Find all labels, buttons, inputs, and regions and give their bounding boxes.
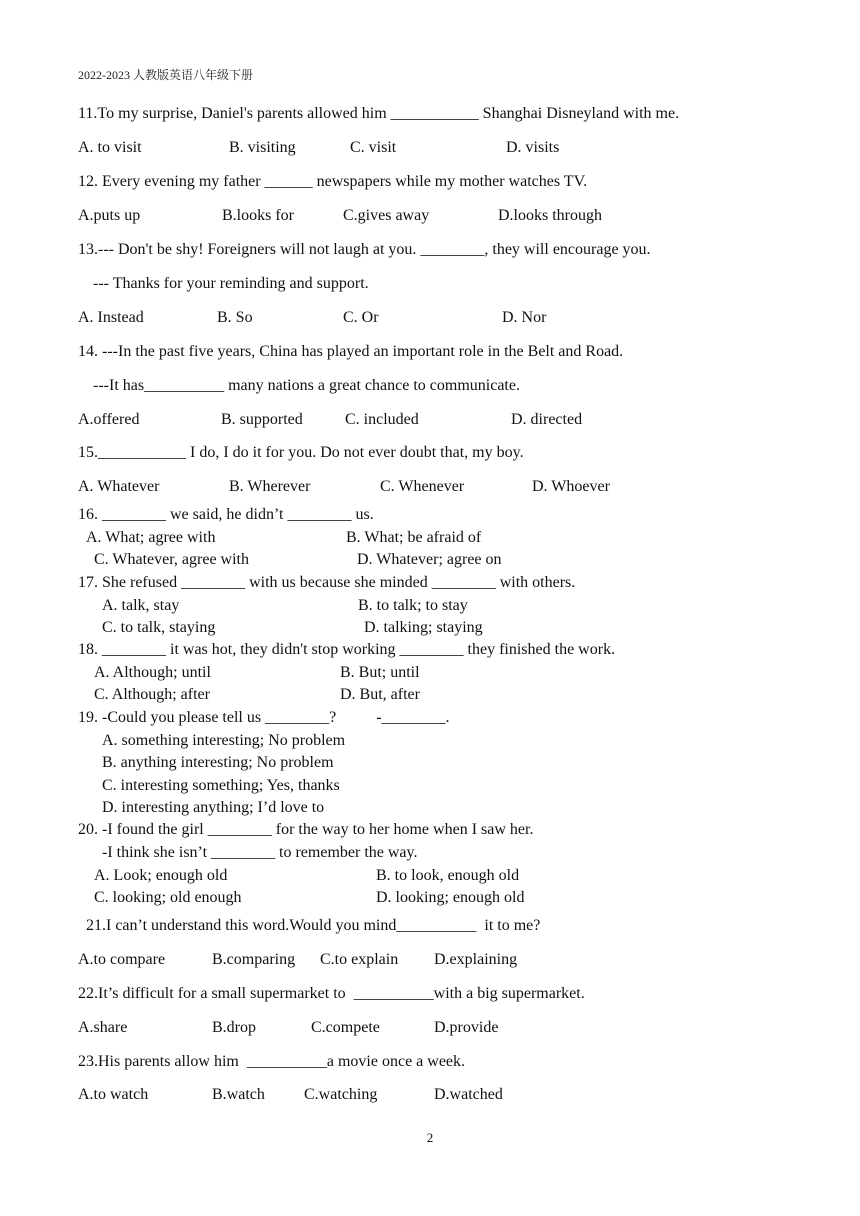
page-number: 2 (426, 1130, 434, 1145)
question-11-option-c: C. visit (350, 139, 397, 156)
question-13-reply: --- Thanks for your reminding and support. (93, 275, 369, 292)
question-19-stem: 19. -Could you please tell us ________? -________. (78, 709, 450, 726)
question-22-option-d: D.provide (434, 1019, 499, 1036)
question-18-option-a: A. Although; until (94, 664, 211, 681)
question-20-option-a: A. Look; enough old (94, 867, 228, 884)
question-18-option-b: B. But; until (340, 664, 420, 681)
question-14-stem: 14. ---In the past five years, China has played an important role in the Belt and Road. (78, 343, 624, 360)
question-14-reply: ---It has__________ many nations a great chance to communicate. (93, 377, 520, 394)
question-20-option-c: C. looking; old enough (94, 889, 242, 906)
question-14-option-a: A.offered (78, 411, 140, 428)
question-16-option-c: C. Whatever, agree with (94, 551, 249, 568)
question-18-stem: 18. ________ it was hot, they didn't stop working ________ they finished the work. (78, 641, 616, 658)
question-14-option-b: B. supported (221, 411, 303, 428)
question-17-option-b: B. to talk; to stay (358, 597, 468, 614)
question-17-option-c: C. to talk, staying (102, 619, 216, 636)
question-23-option-b: B.watch (212, 1086, 265, 1103)
document-header: 2022-2023 人教版英语八年级下册 (78, 68, 253, 82)
question-15-stem: 15.___________ I do, I do it for you. Do not ever doubt that, my boy. (78, 444, 524, 461)
question-17-option-a: A. talk, stay (102, 597, 180, 614)
question-15-option-a: A. Whatever (78, 478, 160, 495)
question-12-option-a: A.puts up (78, 207, 141, 224)
question-11-stem: 11.To my surprise, Daniel's parents allowed him ___________ Shanghai Disneyland with me. (78, 105, 680, 122)
question-12-option-d: D.looks through (498, 207, 602, 224)
question-19-option-a: A. something interesting; No problem (102, 732, 346, 749)
question-21-stem: 21.I can’t understand this word.Would you mind__________ it to me? (86, 917, 541, 934)
question-12-option-c: C.gives away (343, 207, 430, 224)
question-13-option-a: A. Instead (78, 309, 144, 326)
question-15-option-c: C. Whenever (380, 478, 465, 495)
question-14-option-c: C. included (345, 411, 419, 428)
question-19-option-c: C. interesting something; Yes, thanks (102, 777, 340, 794)
question-13-option-c: C. Or (343, 309, 379, 326)
question-21-option-b: B.comparing (212, 951, 296, 968)
question-21-option-d: D.explaining (434, 951, 518, 968)
question-20-option-b: B. to look, enough old (376, 867, 520, 884)
question-22-stem: 22.It’s difficult for a small supermarket to __________with a big supermarket. (78, 985, 585, 1002)
question-23-option-d: D.watched (434, 1086, 503, 1103)
question-22-option-a: A.share (78, 1019, 128, 1036)
question-13-option-d: D. Nor (502, 309, 547, 326)
question-11-option-b: B. visiting (229, 139, 296, 156)
question-12-option-b: B.looks for (222, 207, 294, 224)
question-23-stem: 23.His parents allow him __________a movie once a week. (78, 1053, 466, 1070)
question-13-option-b: B. So (217, 309, 253, 326)
question-22-option-b: B.drop (212, 1019, 256, 1036)
question-17-option-d: D. talking; staying (364, 619, 483, 636)
question-23-option-c: C.watching (304, 1086, 378, 1103)
question-21-option-c: C.to explain (320, 951, 399, 968)
question-11-option-a: A. to visit (78, 139, 142, 156)
question-19-option-b: B. anything interesting; No problem (102, 754, 334, 771)
question-18-option-d: D. But, after (340, 686, 420, 703)
question-21-option-a: A.to compare (78, 951, 166, 968)
question-11-option-d: D. visits (506, 139, 560, 156)
question-16-option-b: B. What; be afraid of (346, 529, 482, 546)
question-12-stem: 12. Every evening my father ______ newspapers while my mother watches TV. (78, 173, 588, 190)
question-16-option-d: D. Whatever; agree on (357, 551, 502, 568)
question-13-stem: 13.--- Don't be shy! Foreigners will not laugh at you. ________, they will encourage you. (78, 241, 651, 258)
question-19-option-d: D. interesting anything; I’d love to (102, 799, 325, 816)
question-15-option-d: D. Whoever (532, 478, 610, 495)
question-20-option-d: D. looking; enough old (376, 889, 525, 906)
question-16-stem: 16. ________ we said, he didn’t ________ us. (78, 506, 374, 523)
question-14-option-d: D. directed (511, 411, 583, 428)
question-23-option-a: A.to watch (78, 1086, 149, 1103)
question-17-stem: 17. She refused ________ with us because she minded ________ with others. (78, 574, 576, 591)
question-22-option-c: C.compete (311, 1019, 380, 1036)
question-20-reply: -I think she isn’t ________ to remember the way. (102, 844, 418, 861)
question-15-option-b: B. Wherever (229, 478, 311, 495)
question-16-option-a: A. What; agree with (86, 529, 216, 546)
question-20-stem: 20. -I found the girl ________ for the way to her home when I saw her. (78, 821, 534, 838)
question-18-option-c: C. Although; after (94, 686, 210, 703)
